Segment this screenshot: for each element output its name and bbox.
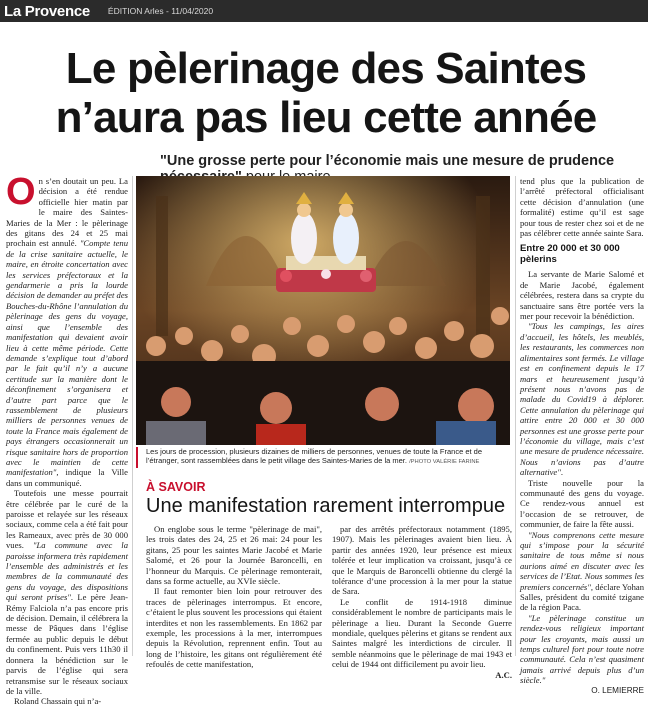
edition-date: ÉDITION Arles - 11/04/2020	[107, 6, 214, 16]
article-author: O. LEMIERRE	[591, 685, 644, 695]
paragraph: Toutefois une messe pourrait être célébrée par le curé de la paroisse et relayée sur les réseaux sociaux, comme cela a été fait pour les Rameaux, avec près de 30 000 vues. "La commune avec la paroisse informera très rapidement l’ensemble des administrés et les membres de la communauté des gens du voyage, des dispositions qui seront prises". Le père Jean-Rémy Falciola n’a pas encore pris de décision. Demain, il célébrera la messe de Pâques dans l’église fermée au public depuis le début du confinement. Puis vers 11h30 il donnera la bénédiction sur le parvis de l’église qui sera retransmise sur le réseaux sociaux de la ville.	[6, 488, 128, 696]
sidebar-column-1	[146, 524, 322, 670]
sidebar-title: Une manifestation rarement interrompue	[146, 495, 506, 517]
lead-paragraph: On s’en doutait un peu. La décision a été rendue officielle hier matin par le maire des Saintes-Maries de la Mer : le pèlerinage des gitans des 24 et 25 mai prochain est annulé. "Compte tenu de la crise sanitaire actuelle, le maire, en étroite concertation avec les services préfectoraux et la gendarmerie a pris la lourde décision de demander au préfet des Bouches-du-Rhône l’annulation du pèlerinage des gens du voyage, ainsi que l’ensemble des manifestation qui devaient avoir lieu à cette même période. Cette demande s’explique tout d’abord par le fait qu’il n’y a aucune certitude sur la manière dont le déconfinement s’organisera et d’autre part parce que le rassemblement de plusieurs milliers de personnes venues de toute la France mais également de pays étrangers occasionnerait un risque sanitaire hors de proportion avec le maintien de cette manifestation", indique la Ville dans un communiqué.	[6, 171, 128, 488]
photo-illustration	[136, 176, 510, 445]
headline	[8, 44, 644, 142]
paragraph: "Le pèlerinage constitue un rendez-vous religieux important pour les croyants, mais aussi un temps culturel fort pour toute notre communauté. Cela n’est quasiment jamais arrivé depuis plus d’un siècle."	[520, 612, 644, 686]
headline-line-2: n’aura pas lieu cette année	[55, 93, 597, 142]
article-left-column	[6, 171, 128, 707]
article-right-column	[520, 176, 644, 695]
headline-line-1: Le pèlerinage des Saintes	[65, 44, 587, 93]
photo-caption: Les jours de procession, plusieurs dizaines de milliers de personnes, venues de toute la France et de l’étranger, sont rassemblées dans le petit village des Saintes-Maries de la mer. /PHOTO VALÉRIE FARINE	[136, 447, 510, 468]
sidebar-signature: A.C.	[495, 669, 512, 680]
sidebar-column-2	[332, 524, 512, 680]
paragraph: Roland Chassain qui n’a-	[14, 696, 102, 707]
newspaper-logo[interactable]: La Provence	[4, 2, 90, 20]
paragraph: par des arrêtés préfectoraux notamment (1895, 1907). Mais les pèlerinages avaient bien lieu. À partir des années 1920, leur présence est mieux tolérée et leur implication va croissant, jusqu’à ce que le Marquis de Baroncelli obtienne du clergé la tolérance d’une procession à la mer pour la statue de Sara.	[332, 524, 512, 597]
paragraph: Triste nouvelle pour la communauté des gens du voyage. Ce rendez-vous annuel est l’occasion de se retrouver, de communier, de faire la fête aussi.	[520, 477, 644, 530]
sidebar-label: À SAVOIR	[146, 480, 206, 494]
column-divider-right	[515, 176, 516, 656]
intertitle: Entre 20 000 et 30 000 pèlerins	[520, 243, 620, 266]
subhead-quote: "Une grosse perte pour l’économie mais une mesure de prudence	[160, 153, 615, 169]
paragraph: "Tous les campings, les aires d’accueil, les hôtels, les meublés, les restaurants, les commerces non alimentaires sont fermés. Le village est en confinement depuis le 17 mars et heureusement jusqu’à présent nous n’avons pas de malade du Covid19 à déplorer. Cette annulation du pèlerinage qui attire entre 20 000 et 30 000 personnes est une grosse perte pour l’économie du village, mais c’est une mesure de prudence nécessaire. Nous n’avions pas d’autre alternative".	[520, 321, 644, 478]
column-divider-left	[132, 176, 133, 656]
procession-photo[interactable]	[136, 176, 510, 445]
paragraph: Le conflit de 1914-1918 diminue considérablement le nombre de participants mais le pèlerinage a lieu. Durant la Seconde Guerre mondiale, quelques pèlerins et gitans se rendent aux Saintes malgré les interdictions de circuler. Il semble néanmoins que le pèlerinage de mai 1943 et celui de 1944 ont difficilement pu avoir lieu.	[332, 596, 512, 670]
paragraph: La servante de Marie Salomé et de Marie Jacobé, également célébrées, restera dans sa crypte du sanctuaire sans être portée vers la mer pour recevoir la bénédiction.	[520, 269, 644, 322]
top-bar	[0, 0, 648, 22]
paragraph: "Nous comprenons cette mesure qui s’impose pour la sécurité sanitaire de tous même si nous aurions aimé en discuter avec les services de l’Etat. Nous sommes les premiers concernés", déclare Yohan Salles, président du comité tzigane de la région Paca.	[520, 529, 644, 613]
paragraph: Il faut remonter bien loin pour retrouver des traces de pèlerinages interrompus. Et encore, c’étaient le plus souvent les processions qui étaient interdites et non les rassemblements. En 1862 par exemple, les processions à la mer, interrompues depuis la Révolution, reprennent enfin. Tout au long de l’histoire, les gitans ont régulièrement été refoulés de cette manifestation,	[146, 586, 322, 670]
paragraph: tend plus que la publication de l’arrêté préfectoral officialisant cette décision d’annulation (une formalité) estime qu’il est sage pour tous de rester chez soi et de ne pas célébrer cette année sainte Sara.	[520, 176, 644, 239]
paragraph: On englobe sous le terme "pèlerinage de mai", les trois dates des 24, 25 et 26 mai: 24 pour les gitans, 25 pour les saintes Marie Jacobé et Marie Salomé, et 26 pour la Journée Baroncelli, en l’honneur du Marquis. Ce pèlerinage remonterait, dans sa forme actuelle, au XVIe siècle.	[146, 524, 322, 587]
photo-credit: /PHOTO VALÉRIE FARINE	[409, 459, 480, 466]
drop-cap: O	[6, 171, 36, 213]
